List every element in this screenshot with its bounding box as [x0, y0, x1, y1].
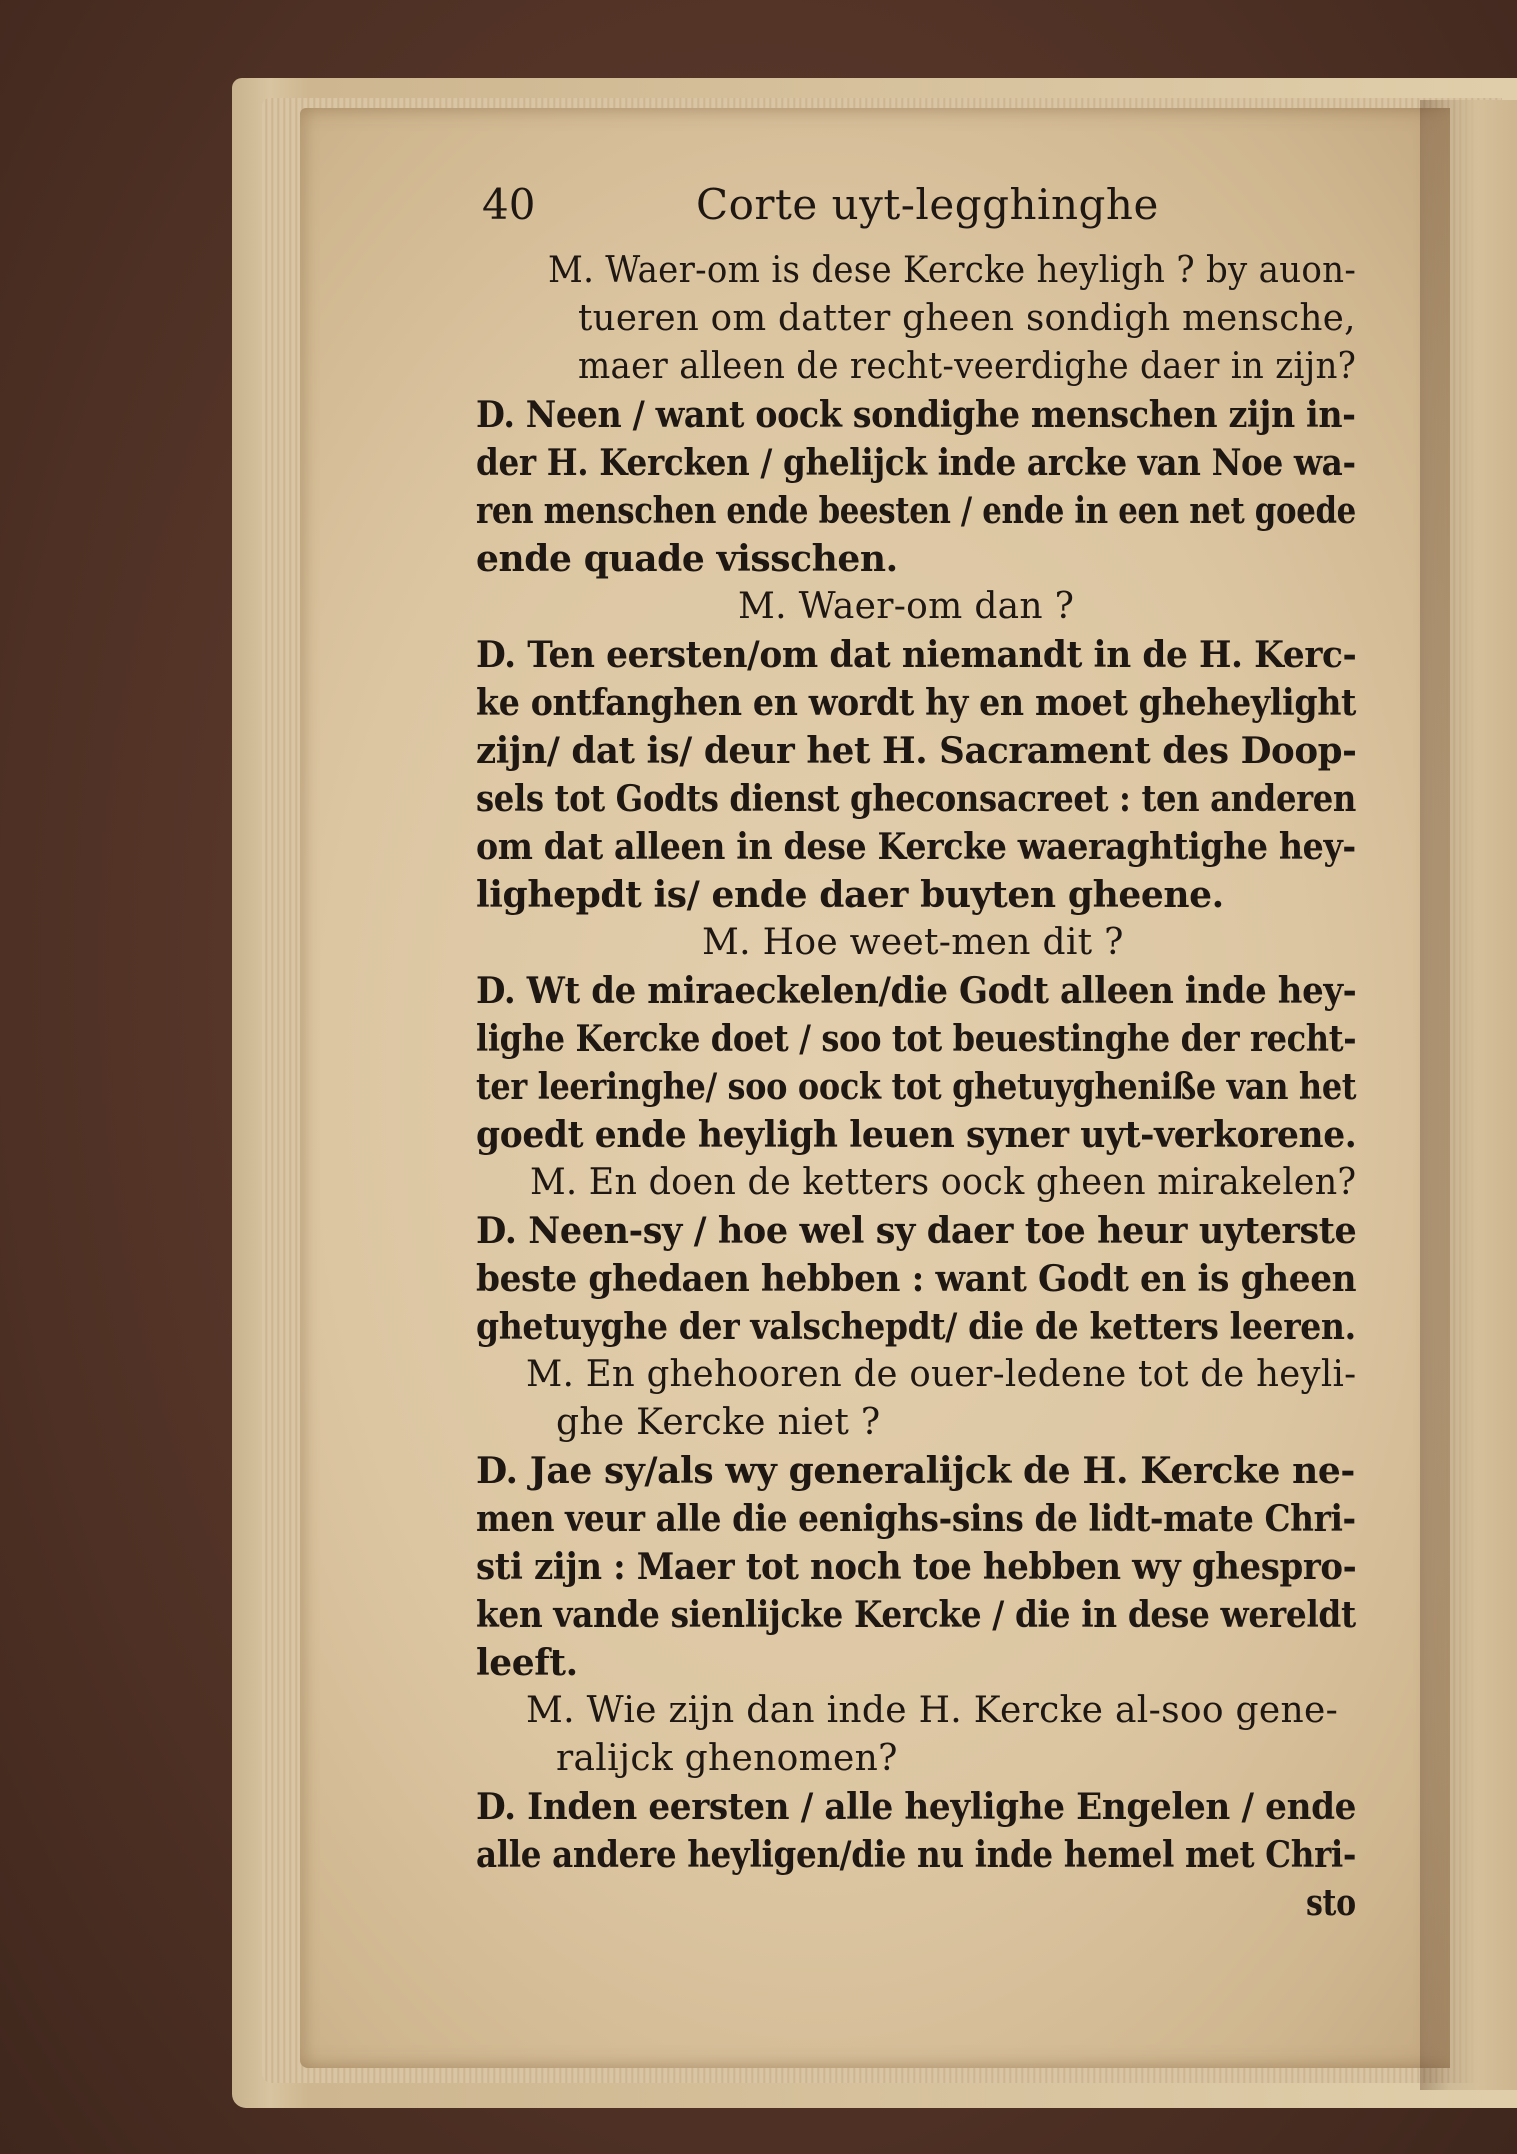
text-line: goedt ende heyligh leuen syner uyt-verkorene. — [476, 1114, 1357, 1156]
running-title: Corte uyt-legghinghe — [696, 180, 1159, 229]
text-line: ter leeringhe/ soo oock tot ghetuygheniße van het — [476, 1066, 1357, 1108]
text-line: ende quade visschen. — [476, 538, 898, 580]
text-line: M. Hoe weet-men dit ? — [702, 922, 1124, 963]
text-line: M. En ghehooren de ouer-ledene tot de heyli- — [526, 1354, 1357, 1395]
text-line: zijn/ dat is/ deur het H. Sacrament des Doop- — [476, 730, 1357, 772]
text-line: leeft. — [476, 1642, 578, 1684]
text-line: ke ontfanghen en wordt hy en moet gheheylight — [476, 682, 1357, 724]
text-line: alle andere heyligen/die nu inde hemel met Chri- — [476, 1834, 1357, 1876]
catchword: sto — [1306, 1882, 1356, 1924]
text-line: D. Jae sy/als wy generalijck de H. Kercke ne- — [476, 1450, 1355, 1492]
text-line: lighepdt is/ ende daer buyten gheene. — [476, 874, 1224, 916]
text-line: M. Wie zijn dan inde H. Kercke al-soo gene- — [526, 1690, 1339, 1731]
text-line: sti zijn : Maer tot noch toe hebben wy ghespro- — [476, 1546, 1357, 1588]
text-line: men veur alle die eenighs-sins de lidt-mate Chri- — [476, 1498, 1356, 1540]
text-line: D. Wt de miraeckelen/die Godt alleen inde hey- — [476, 970, 1357, 1012]
book-gutter — [1420, 100, 1517, 2090]
text-line: maer alleen de recht-veerdighe daer in zijn? — [578, 346, 1357, 387]
text-line: M. Waer-om dan ? — [738, 586, 1075, 627]
text-line: M. En doen de ketters oock gheen mirakelen? — [530, 1162, 1357, 1203]
text-line: lighe Kercke doet / soo tot beuestinghe der recht- — [476, 1018, 1357, 1060]
text-line: tueren om datter gheen sondigh mensche, — [578, 298, 1356, 339]
text-line: om dat alleen in dese Kercke waeraghtighe hey- — [476, 826, 1356, 868]
text-line: D. Ten eersten/om dat niemandt in de H. Kerc- — [476, 634, 1357, 676]
text-line: ralijck ghenomen? — [556, 1738, 898, 1779]
text-line: M. Waer-om is dese Kercke heyligh ? by auon- — [548, 250, 1357, 291]
text-line: der H. Kercken / ghelijck inde arcke van Noe wa- — [476, 442, 1356, 484]
text-line: sels tot Godts dienst gheconsacreet : ten anderen — [476, 778, 1357, 820]
page-number: 40 — [482, 180, 536, 229]
text-line: ghetuyghe der valschepdt/ die de ketters leeren. — [476, 1306, 1356, 1348]
text-line: D. Neen / want oock sondighe menschen zijn in- — [476, 394, 1356, 436]
text-line: ren menschen ende beesten / ende in een net goede — [476, 490, 1356, 532]
running-header — [476, 180, 1356, 250]
text-line: D. Neen-sy / hoe wel sy daer toe heur uyterste — [476, 1210, 1357, 1252]
text-line: beste ghedaen hebben : want Godt en is gheen — [476, 1258, 1357, 1300]
text-line: ken vande sienlijcke Kercke / die in dese wereldt — [476, 1594, 1356, 1636]
text-line: ghe Kercke niet ? — [556, 1402, 881, 1443]
text-line: D. Inden eersten / alle heylighe Engelen / ende — [476, 1786, 1357, 1828]
